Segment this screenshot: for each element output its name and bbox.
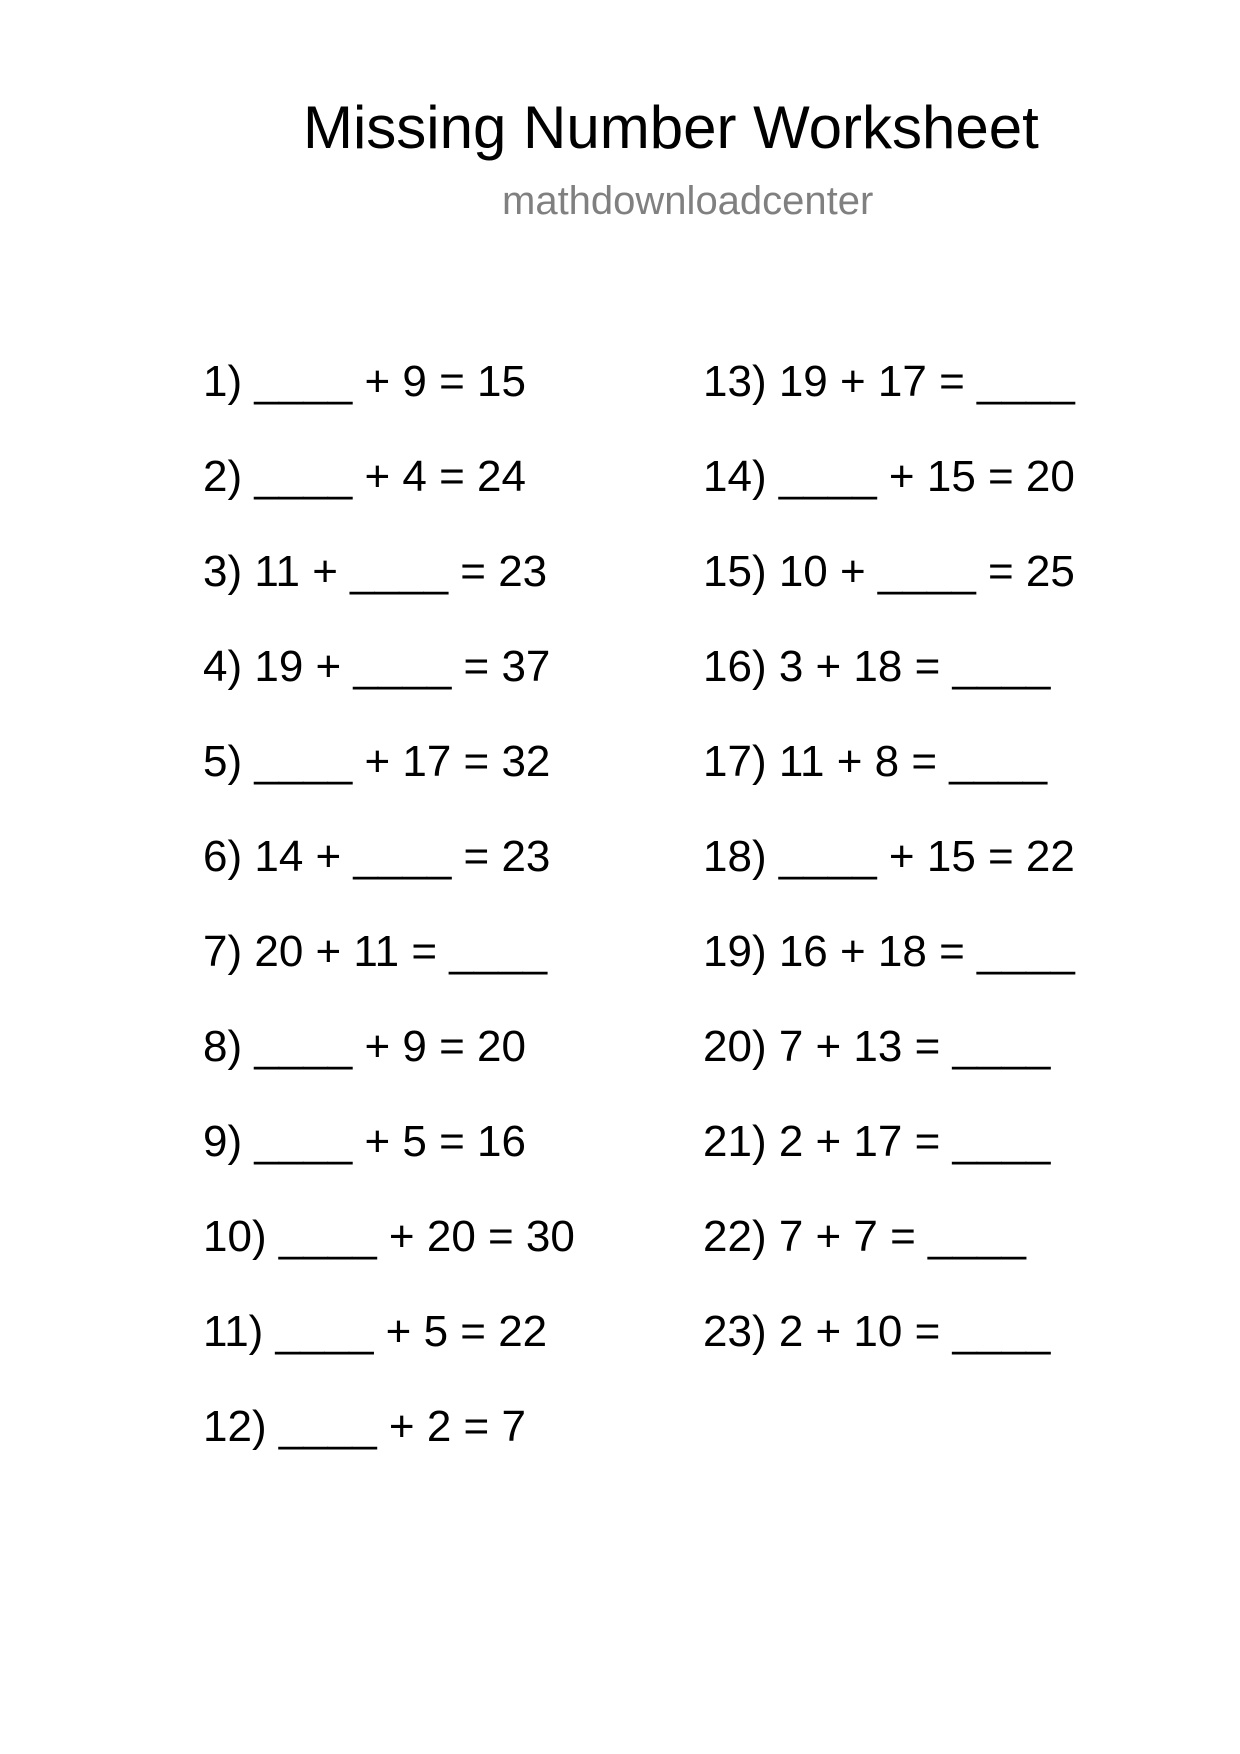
problem-1: 1) ____ + 9 = 15	[203, 357, 526, 406]
problem-15: 15) 10 + ____ = 25	[703, 547, 1075, 596]
problem-13: 13) 19 + 17 = ____	[703, 357, 1075, 406]
problem-21: 21) 2 + 17 = ____	[703, 1117, 1051, 1166]
worksheet-subtitle: mathdownloadcenter	[502, 179, 874, 223]
problem-19: 19) 16 + 18 = ____	[703, 927, 1075, 976]
worksheet-title: Missing Number Worksheet	[303, 94, 1039, 161]
problem-12: 12) ____ + 2 = 7	[203, 1402, 526, 1451]
problem-11: 11) ____ + 5 = 22	[203, 1307, 548, 1356]
problem-23: 23) 2 + 10 = ____	[703, 1307, 1051, 1356]
problem-7: 7) 20 + 11 = ____	[203, 927, 548, 976]
problem-3: 3) 11 + ____ = 23	[203, 547, 548, 596]
problem-18: 18) ____ + 15 = 22	[703, 832, 1075, 881]
problem-22: 22) 7 + 7 = ____	[703, 1212, 1026, 1261]
problem-14: 14) ____ + 15 = 20	[703, 452, 1075, 501]
problem-8: 8) ____ + 9 = 20	[203, 1022, 526, 1071]
problem-5: 5) ____ + 17 = 32	[203, 737, 551, 786]
problem-10: 10) ____ + 20 = 30	[203, 1212, 575, 1261]
problem-2: 2) ____ + 4 = 24	[203, 452, 526, 501]
problem-17: 17) 11 + 8 = ____	[703, 737, 1048, 786]
problem-20: 20) 7 + 13 = ____	[703, 1022, 1051, 1071]
problem-16: 16) 3 + 18 = ____	[703, 642, 1051, 691]
problem-4: 4) 19 + ____ = 37	[203, 642, 551, 691]
problem-9: 9) ____ + 5 = 16	[203, 1117, 526, 1166]
problem-6: 6) 14 + ____ = 23	[203, 832, 551, 881]
